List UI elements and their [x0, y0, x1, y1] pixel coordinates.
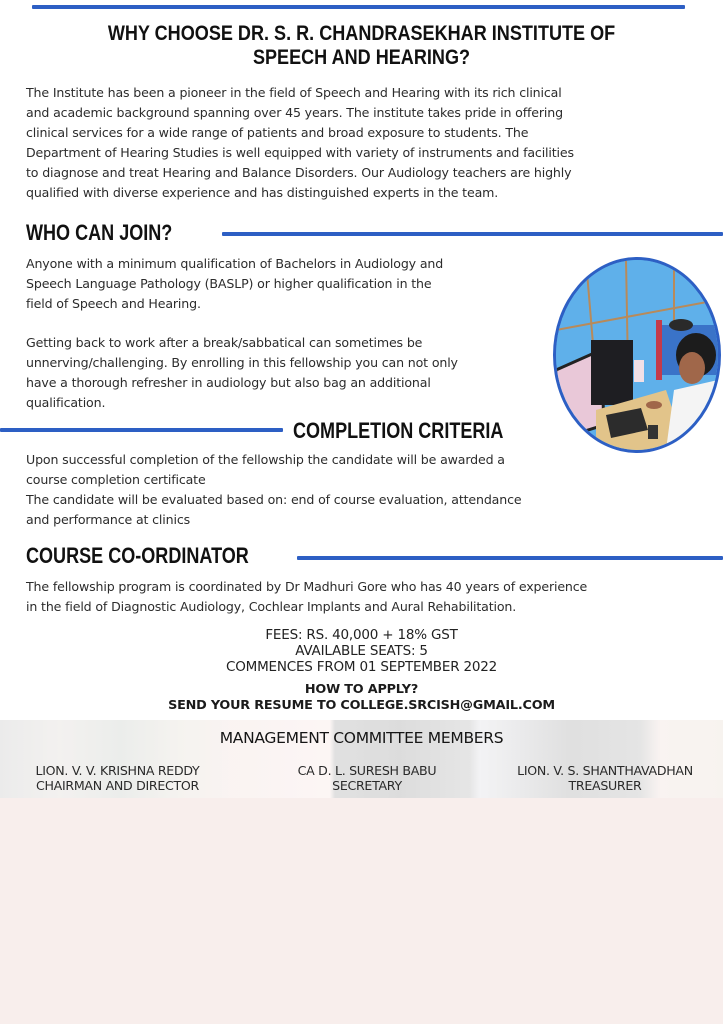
available-seats-text: AVAILABLE SEATS: 5	[295, 643, 428, 659]
paragraph-line: The candidate will be evaluated based on: end of course evaluation, attendance	[26, 492, 522, 507]
member-treasurer	[490, 763, 720, 793]
intro-line: qualified with diverse experience and has distinguished experts in the team.	[26, 185, 499, 200]
course-details	[0, 627, 723, 675]
commencement-date-text: COMMENCES FROM 01 SEPTEMBER 2022	[225, 659, 498, 675]
member-role: TREASURER	[568, 778, 642, 793]
how-to-apply-heading: HOW TO APPLY?	[304, 682, 419, 697]
page-title	[51, 22, 673, 70]
course-coordinator-divider	[297, 556, 723, 560]
paragraph-line: have a thorough refresher in audiology but also bag an additional	[26, 375, 431, 390]
page-bottom-background	[0, 798, 723, 1024]
paragraph-line: Speech Language Pathology (BASLP) or higher qualification in the	[26, 276, 432, 291]
who-can-join-paragraph-2	[26, 333, 556, 413]
member-name: LION. V. V. KRISHNA REDDY	[35, 763, 200, 778]
paragraph-line: qualification.	[26, 395, 106, 410]
member-name: CA D. L. SURESH BABU	[297, 763, 437, 778]
fees-text: FEES: RS. 40,000 + 18% GST	[265, 627, 458, 643]
paragraph-line: Anyone with a minimum qualification of Bachelors in Audiology and	[26, 256, 444, 271]
paragraph-line: Upon successful completion of the fellowship the candidate will be awarded a	[26, 452, 505, 467]
intro-line: and academic background spanning over 45 years. The institute takes pride in offering	[26, 105, 563, 120]
course-coordinator-heading: COURSE CO-ORDINATOR	[26, 543, 249, 568]
intro-line: clinical services for a wide range of patients and broad exposure to students. The	[26, 125, 529, 140]
page-title-line-1: WHY CHOOSE DR. S. R. CHANDRASEKHAR INSTITUTE OF	[107, 22, 616, 45]
course-coordinator-paragraph	[26, 577, 706, 617]
who-can-join-paragraph-1	[26, 254, 546, 314]
top-divider	[32, 5, 685, 9]
intro-line: The Institute has been a pioneer in the field of Speech and Hearing with its rich clinical	[26, 85, 562, 100]
how-to-apply	[0, 682, 723, 714]
paragraph-line: and performance at clinics	[26, 512, 191, 527]
paragraph-line: unnerving/challenging. By enrolling in this fellowship you can not only	[26, 355, 458, 370]
page-title-line-2: SPEECH AND HEARING?	[252, 46, 471, 69]
who-can-join-heading: WHO CAN JOIN?	[26, 220, 173, 245]
completion-criteria-paragraph	[26, 450, 626, 530]
member-name: LION. V. S. SHANTHAVADHAN	[517, 763, 693, 778]
intro-paragraph	[26, 83, 679, 203]
clinic-photo	[553, 257, 721, 453]
intro-line: to diagnose and treat Hearing and Balance Disorders. Our Audiology teachers are highly	[26, 165, 572, 180]
paragraph-line: in the field of Diagnostic Audiology, Cochlear Implants and Aural Rehabilitation.	[26, 599, 517, 614]
paragraph-line: Getting back to work after a break/sabbatical can sometimes be	[26, 335, 423, 350]
intro-line: Department of Hearing Studies is well equipped with variety of instruments and facilities	[26, 145, 574, 160]
paragraph-line: field of Speech and Hearing.	[26, 296, 201, 311]
member-role: SECRETARY	[332, 778, 402, 793]
clinic-photo-illustration	[556, 260, 718, 450]
member-chairman	[10, 763, 225, 793]
apply-email-link[interactable]: SEND YOUR RESUME TO COLLEGE.SRCISH@GMAIL.COM	[168, 698, 555, 713]
who-can-join-divider	[222, 232, 723, 236]
completion-criteria-divider	[0, 428, 283, 432]
completion-criteria-heading: COMPLETION CRITERIA	[293, 418, 504, 443]
management-heading: MANAGEMENT COMMITTEE MEMBERS	[219, 729, 504, 747]
member-secretary	[262, 763, 472, 793]
paragraph-line: course completion certificate	[26, 472, 206, 487]
member-role: CHAIRMAN AND DIRECTOR	[36, 778, 199, 793]
paragraph-line: The fellowship program is coordinated by Dr Madhuri Gore who has 40 years of experience	[26, 579, 588, 594]
